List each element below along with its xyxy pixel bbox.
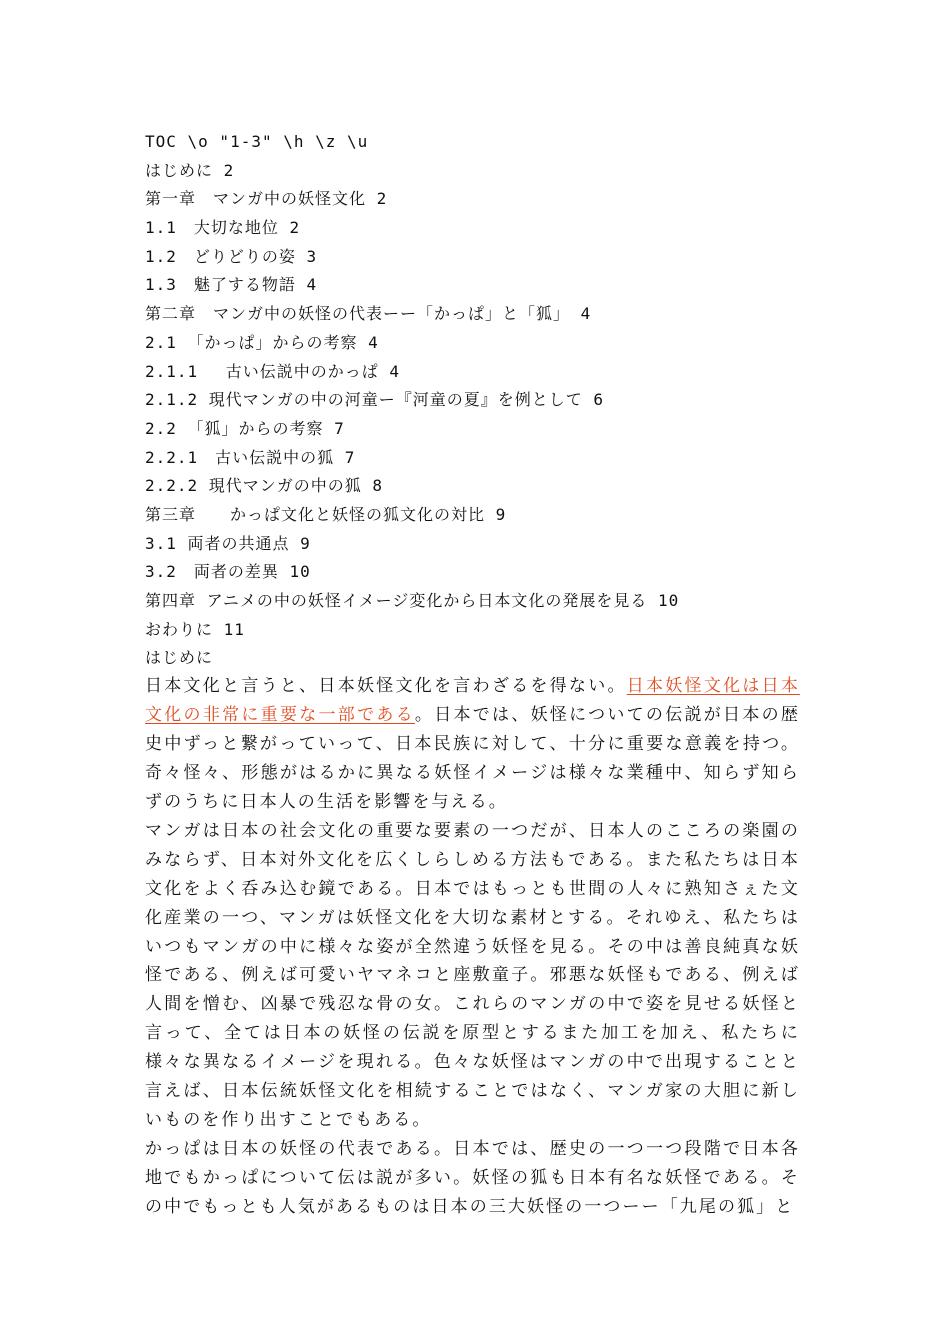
highlighted-text: 日本妖怪文化は日本文化の非常に重要な一部である	[145, 676, 801, 726]
toc-entry[interactable]: 2.2.1 古い伝説中の狐 7	[145, 447, 356, 467]
toc-entry[interactable]: 2.1 「かっぱ」からの考察 4	[145, 332, 379, 352]
document-page	[145, 128, 800, 1222]
toc-entry[interactable]: 1.2 どりどりの姿 3	[145, 246, 318, 266]
toc-entry[interactable]: 第三章 かっぱ文化と妖怪の狐文化の対比 9	[145, 504, 507, 524]
toc-entry[interactable]: 1.3 魅了する物語 4	[145, 275, 318, 295]
toc-entry[interactable]: 第二章 マンガ中の妖怪の代表ーー「かっぱ」と「狐」 4	[145, 304, 592, 324]
paragraph-kappa: かっぱは日本の妖怪の代表である。日本では、歴史の一つ一つ段階で日本各地でもかっぱについて伝は説が多い。妖怪の狐も日本有名な妖怪である。その中でもっとも人気があるものは日本の三大妖怪の一つーー「九尾の狐」と	[145, 1138, 800, 1217]
paragraph-manga: マンガは日本の社会文化の重要な要素の一つだが、日本人のこころの楽園のみならず、日本対外文化を広くしらしめる方法もである。また私たちは日本文化をよく呑み込む鏡である。日本ではもっとも世間の人々に熟知さぇた文化産業の一つ、マンガは妖怪文化を大切な素材とする。それゆえ、私たちはいつもマンガの中に様々な姿が全然違う妖怪を見る。その中は善良純真な妖怪である、例えば可愛いヤマネコと座敷童子。邪悪な妖怪もである、例えば人間を憎む、凶暴で残忍な骨の女。これらのマンガの中で姿を見せる妖怪と言って、全ては日本の妖怪の伝説を原型とするまた加工を加え、私たちに様々な異なるイメージを現れる。色々な妖怪はマンガの中で出現することと言えば、日本伝統妖怪文化を相続することではなく、マンガ家の大胆に新しいものを作り出すことでもある。	[145, 820, 800, 1130]
toc-entry[interactable]: はじめに 2	[145, 160, 235, 180]
paragraph-text: 。日本では、妖怪についての伝説が日本の歴史中ずっと繋がっていって、日本民族に対して、十分に重要な意義を持つ。奇々怪々、形態がはるかに異なる妖怪イメージは様々な業種中、知らず知らずのうちに日本人の生活を影響を与える。	[145, 705, 800, 812]
toc-entry[interactable]: おわりに 11	[145, 619, 245, 639]
toc-entry[interactable]: 2.1.2 現代マンガの中の河童ー『河童の夏』を例として 6	[145, 390, 605, 410]
toc-entry[interactable]: 2.1.1 古い伝説中のかっぱ 4	[145, 361, 401, 381]
table-of-contents	[145, 128, 800, 644]
paragraph-text: 日本文化と言うと、日本妖怪文化を言わざるを得ない。	[145, 676, 627, 697]
toc-entry[interactable]: 3.2 両者の差異 10	[145, 562, 311, 582]
toc-entry[interactable]: 2.2 「狐」からの考察 7	[145, 418, 345, 438]
toc-entry[interactable]: 第四章 アニメの中の妖怪イメージ変化から日本文化の発展を見る 10	[145, 591, 680, 610]
toc-entry[interactable]: 第一章 マンガ中の妖怪文化 2	[145, 189, 388, 209]
toc-entry[interactable]: 1.1 大切な地位 2	[145, 218, 301, 238]
paragraph-intro	[145, 672, 800, 817]
toc-field-code: TOC \o "1-3" \h \z \u	[145, 132, 369, 151]
toc-entry[interactable]: 2.2.2 現代マンガの中の狐 8	[145, 476, 384, 496]
section-heading: はじめに	[145, 648, 214, 668]
toc-entry[interactable]: 3.1 両者の共通点 9	[145, 533, 311, 553]
